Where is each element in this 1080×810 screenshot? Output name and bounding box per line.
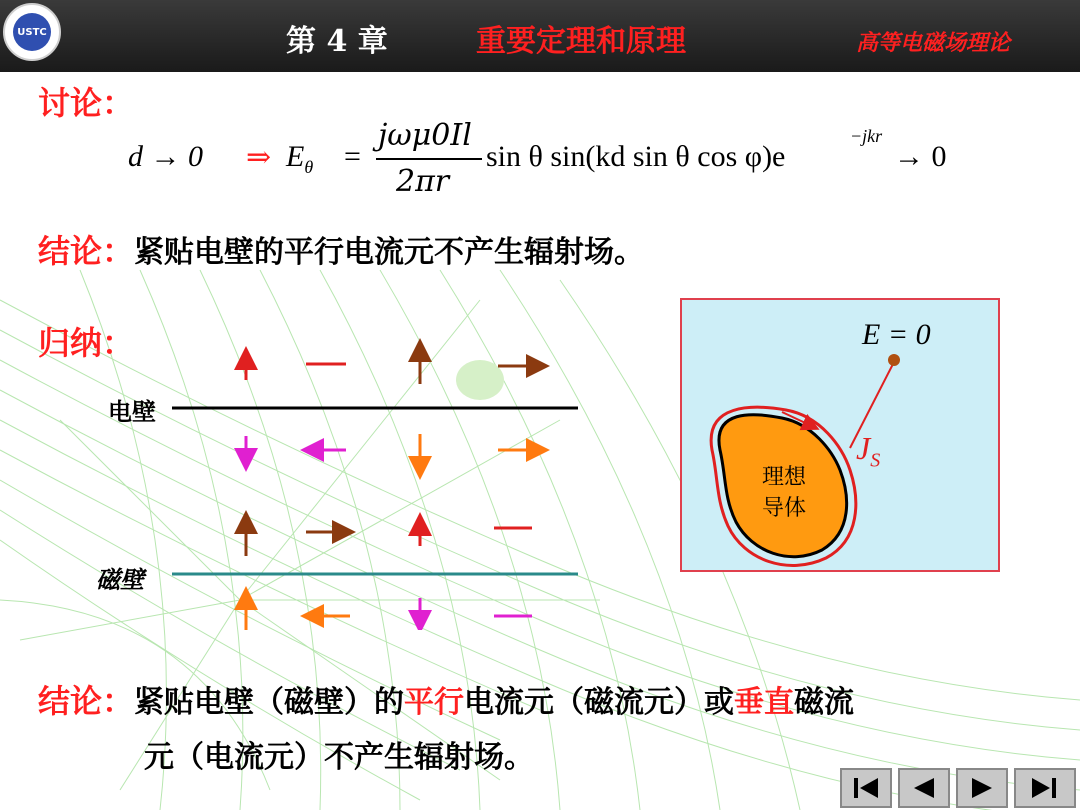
first-slide-icon (842, 770, 890, 806)
conductor-drawing (682, 300, 998, 570)
conductor-figure (680, 298, 1000, 572)
chapter-title: 重要定理和原理 (476, 24, 686, 59)
conclusion-2-line2: 元（电流元）不产生辐射场。 (144, 740, 534, 775)
chapter-number: 第 4 章 (286, 24, 388, 59)
surface-current-label: $J_S$ (856, 430, 881, 472)
slide: USTC 第 4 章 重要定理和原理 高等电磁场理论 讨论： d → 0 ⇒ $E_\theta$ = jωμ0Il 2πr sin θ sin(kd sin θ cos φ)e −jkr → 0 结论：紧贴电壁的平行电流元不产生辐射场。 归纳： 电壁 磁壁 E = 0 $J_S$ 理想 导体 结论：紧贴电壁（磁壁）的平行电流元（磁流元）或垂直磁流 元（电流元）不产生辐射场。 (0, 0, 1080, 810)
prev-slide-button[interactable] (898, 768, 950, 808)
course-title: 高等电磁场理论 (856, 30, 1011, 56)
conclusion-2: 结论：紧贴电壁（磁壁）的平行电流元（磁流元）或垂直磁流 (38, 682, 855, 720)
conductor-label: 理想 导体 (761, 465, 806, 521)
magnetic-wall-label: 磁壁 (96, 565, 144, 594)
first-slide-button[interactable] (840, 768, 892, 808)
last-slide-button[interactable] (1014, 768, 1076, 808)
last-slide-icon (1016, 770, 1074, 806)
next-slide-button[interactable] (956, 768, 1008, 808)
wall-diagram (0, 330, 600, 630)
field-label: E = 0 (862, 318, 931, 351)
summary-heading: 归纳： (38, 324, 135, 362)
fraction-numerator: jωμ0Il (378, 118, 472, 153)
electric-wall-label: 电壁 (108, 397, 156, 426)
fraction-denominator: 2πr (396, 164, 450, 199)
prev-slide-icon (900, 770, 948, 806)
slide-header (0, 0, 1080, 72)
discussion-heading: 讨论： (38, 84, 135, 122)
fraction-bar (376, 158, 482, 160)
conclusion-1: 结论：紧贴电壁的平行电流元不产生辐射场。 (38, 232, 645, 270)
university-logo: USTC (3, 3, 61, 61)
next-slide-icon (958, 770, 1006, 806)
